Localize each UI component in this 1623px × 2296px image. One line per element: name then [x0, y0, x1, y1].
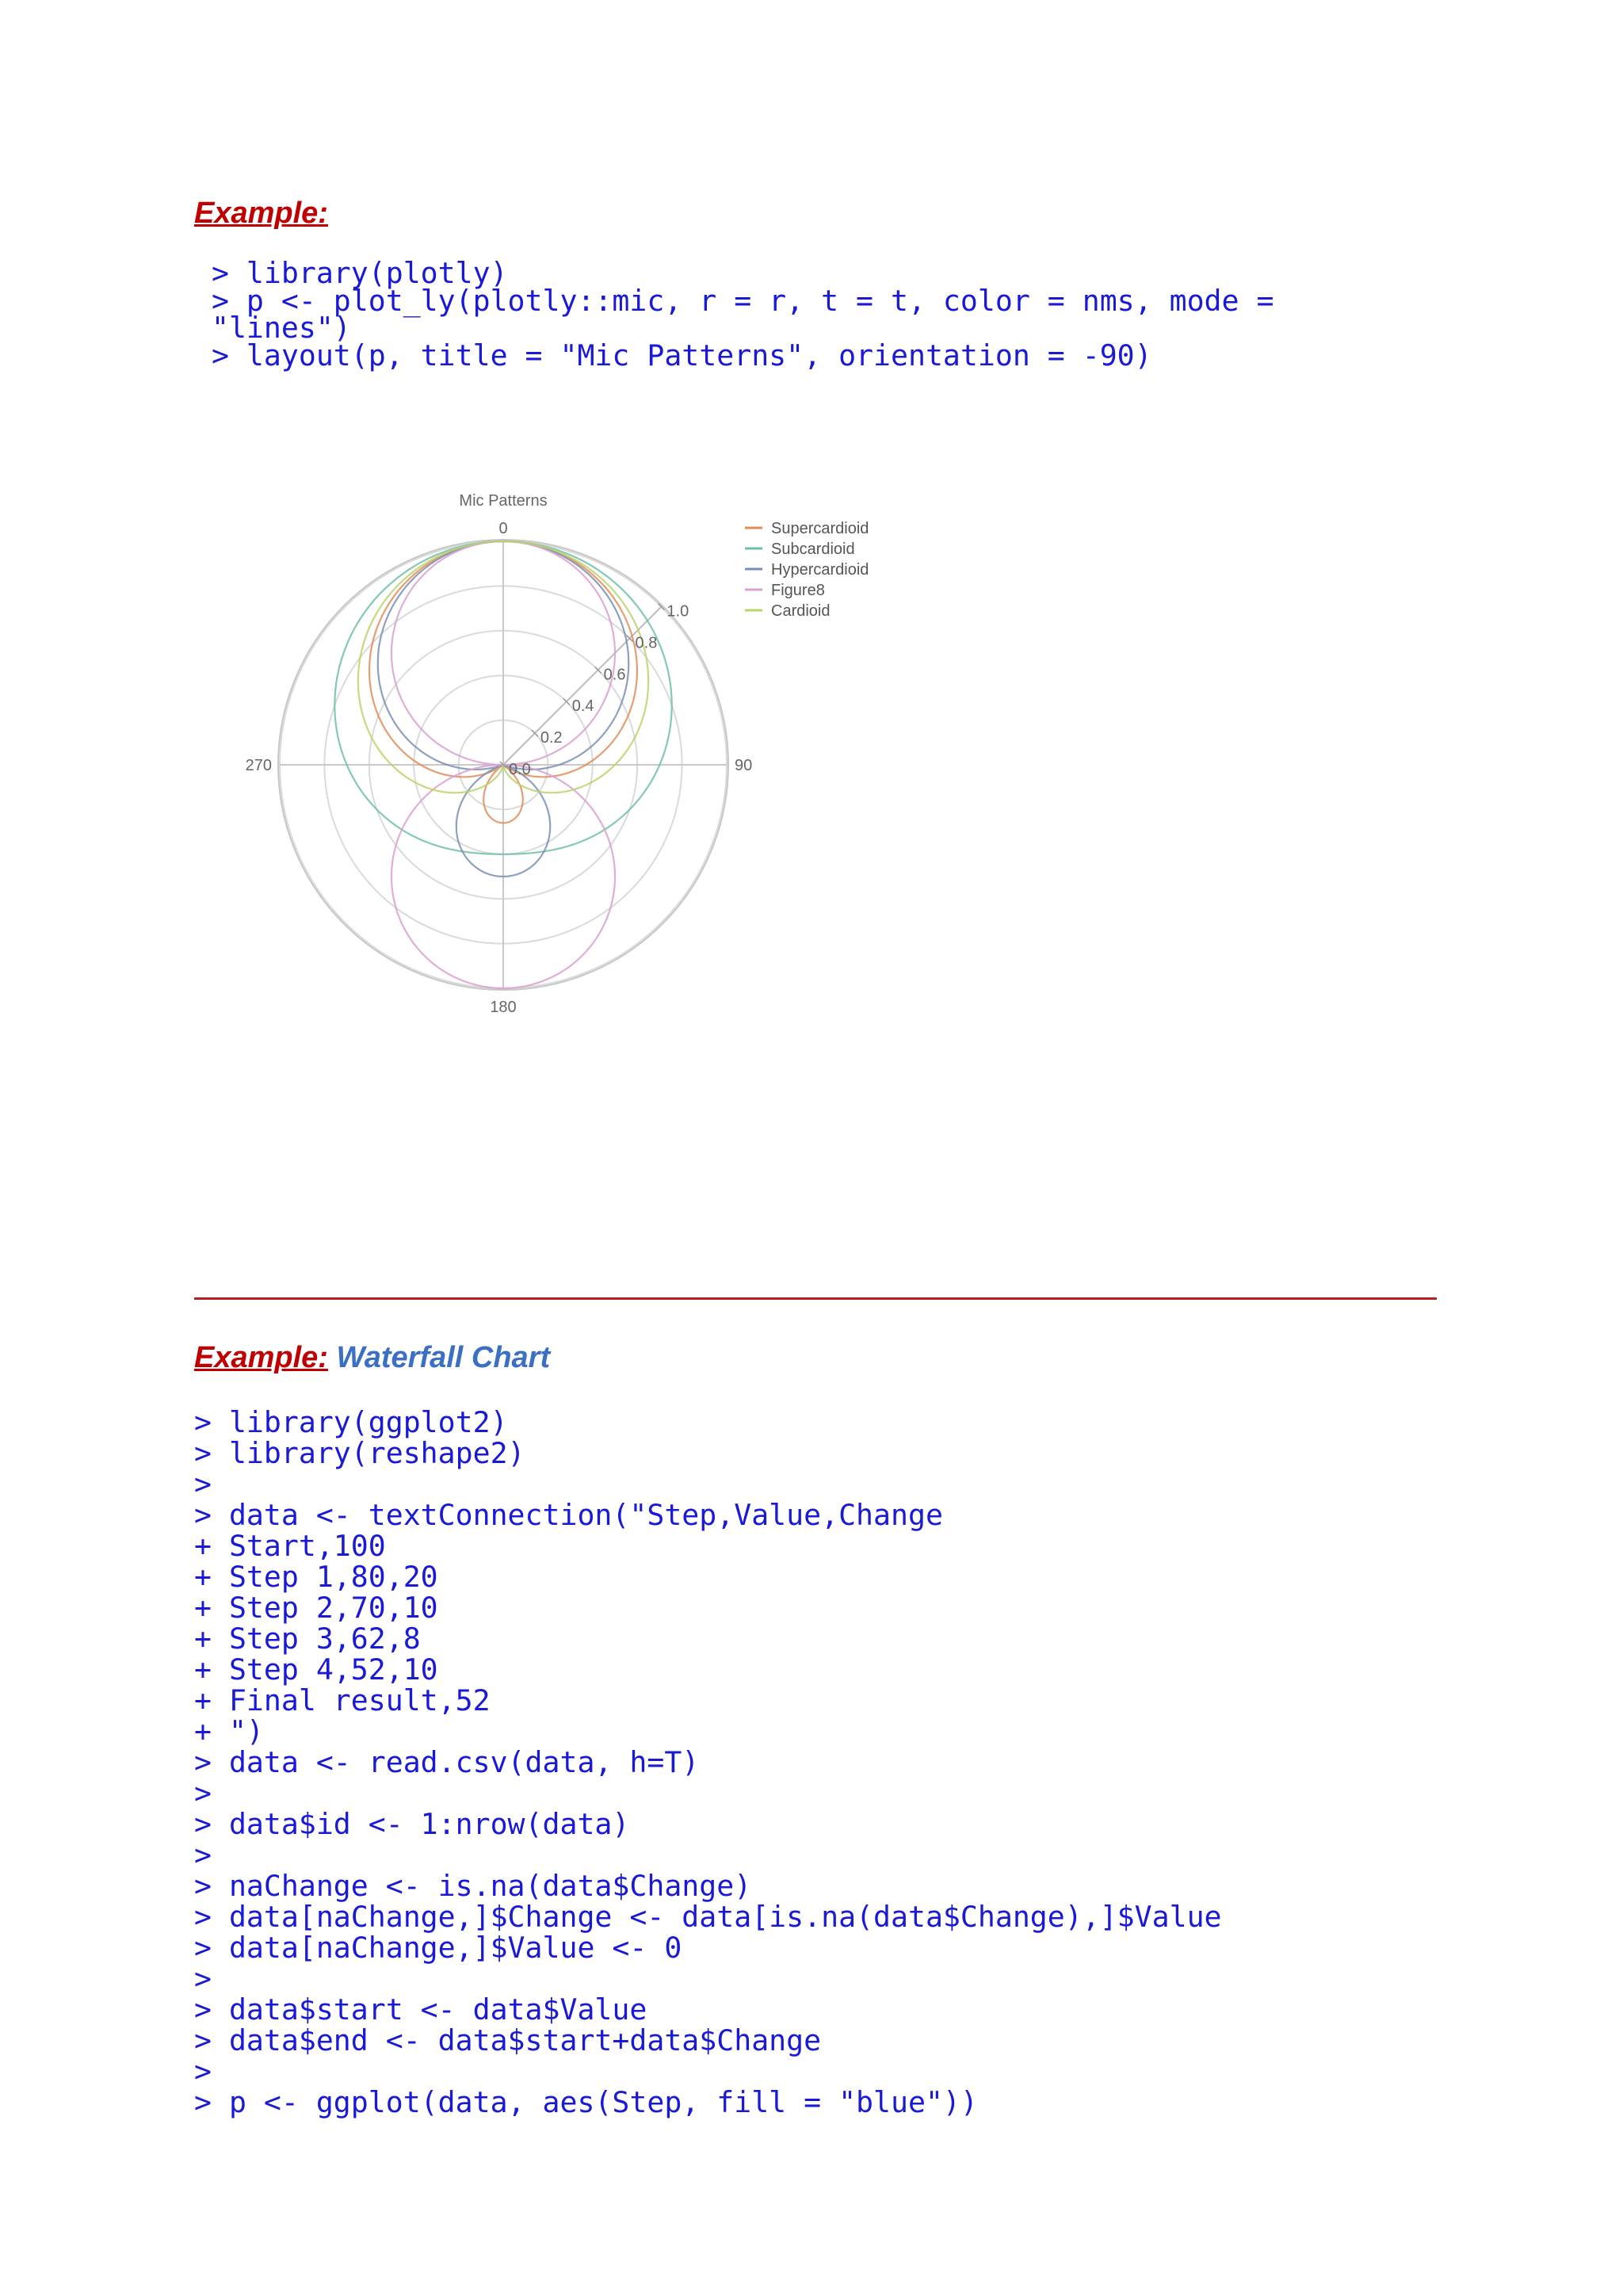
code2-line: + Start,100: [194, 1529, 386, 1563]
radial-tick-label: 0.4: [571, 697, 594, 716]
polar-labels: [246, 492, 753, 1016]
radial-tick-label: 0.8: [635, 634, 658, 652]
code2-line: + Step 3,62,8: [194, 1622, 421, 1656]
code2-line: + Step 4,52,10: [194, 1652, 438, 1687]
code2-line: + "): [194, 1714, 264, 1748]
mic-patterns-polar-chart: [238, 487, 935, 1018]
code2-line: > data[naChange,]$Change <- data[is.na(data$Change),]$Value: [194, 1900, 1222, 1934]
chart-title: Mic Patterns: [459, 492, 548, 510]
code1-line: > library(plotly): [194, 256, 508, 290]
code1-line: > layout(p, title = "Mic Patterns", orientation = -90): [194, 338, 1152, 372]
section2-heading-prefix: Example:: [194, 1341, 328, 1374]
legend-label: Figure8: [771, 582, 825, 599]
angular-tick-label: 90: [735, 757, 753, 774]
code2-line: >: [194, 1776, 212, 1810]
code2-line: > data <- read.csv(data, h=T): [194, 1745, 700, 1779]
code2-line: > data[naChange,]$Value <- 0: [194, 1931, 682, 1965]
code2-line: + Step 1,80,20: [194, 1560, 438, 1594]
radial-tick-label: 0.6: [603, 666, 626, 684]
section2-code-block: [194, 1407, 1222, 2118]
code2-line: > library(ggplot2): [194, 1405, 508, 1439]
code1-line: "lines"): [194, 311, 351, 345]
legend-label: Supercardioid: [771, 520, 869, 537]
section1-code-block: [194, 256, 1274, 372]
code2-line: > library(reshape2): [194, 1436, 525, 1470]
code2-line: > p <- ggplot(data, aes(Step, fill = "blue")): [194, 2085, 978, 2119]
radial-tick-label: 0.0: [509, 761, 531, 778]
section-divider: [194, 1297, 1437, 1300]
legend-label: Cardioid: [771, 602, 831, 620]
section1-heading-label: Example:: [194, 197, 328, 230]
angular-tick-label: 0: [498, 520, 508, 537]
legend-label: Hypercardioid: [771, 561, 869, 579]
code2-line: > data$id <- 1:nrow(data): [194, 1807, 630, 1841]
code2-line: >: [194, 1838, 212, 1872]
section1-heading: [194, 197, 328, 231]
code2-line: > data$start <- data$Value: [194, 1992, 647, 2027]
code2-line: > data <- textConnection("Step,Value,Change: [194, 1498, 943, 1532]
code2-line: > data$end <- data$start+data$Change: [194, 2023, 822, 2057]
radial-tick-label: 0.2: [540, 729, 563, 747]
code1-line: > p <- plot_ly(plotly::mic, r = r, t = t, color = nms, mode =: [194, 283, 1274, 318]
section2-heading: [194, 1341, 550, 1375]
code2-line: + Step 2,70,10: [194, 1591, 438, 1625]
angular-tick-label: 270: [245, 757, 272, 774]
code2-line: >: [194, 1962, 212, 1996]
polar-legend: [745, 520, 869, 620]
code2-line: > naChange <- is.na(data$Change): [194, 1869, 752, 1903]
legend-label: Subcardioid: [771, 541, 855, 558]
code2-line: + Final result,52: [194, 1683, 491, 1717]
radial-tick-label: 1.0: [666, 602, 689, 621]
code2-line: >: [194, 1467, 212, 1501]
angular-tick-label: 180: [490, 999, 517, 1016]
section2-heading-title: Waterfall Chart: [336, 1341, 551, 1374]
code2-line: >: [194, 2054, 212, 2088]
